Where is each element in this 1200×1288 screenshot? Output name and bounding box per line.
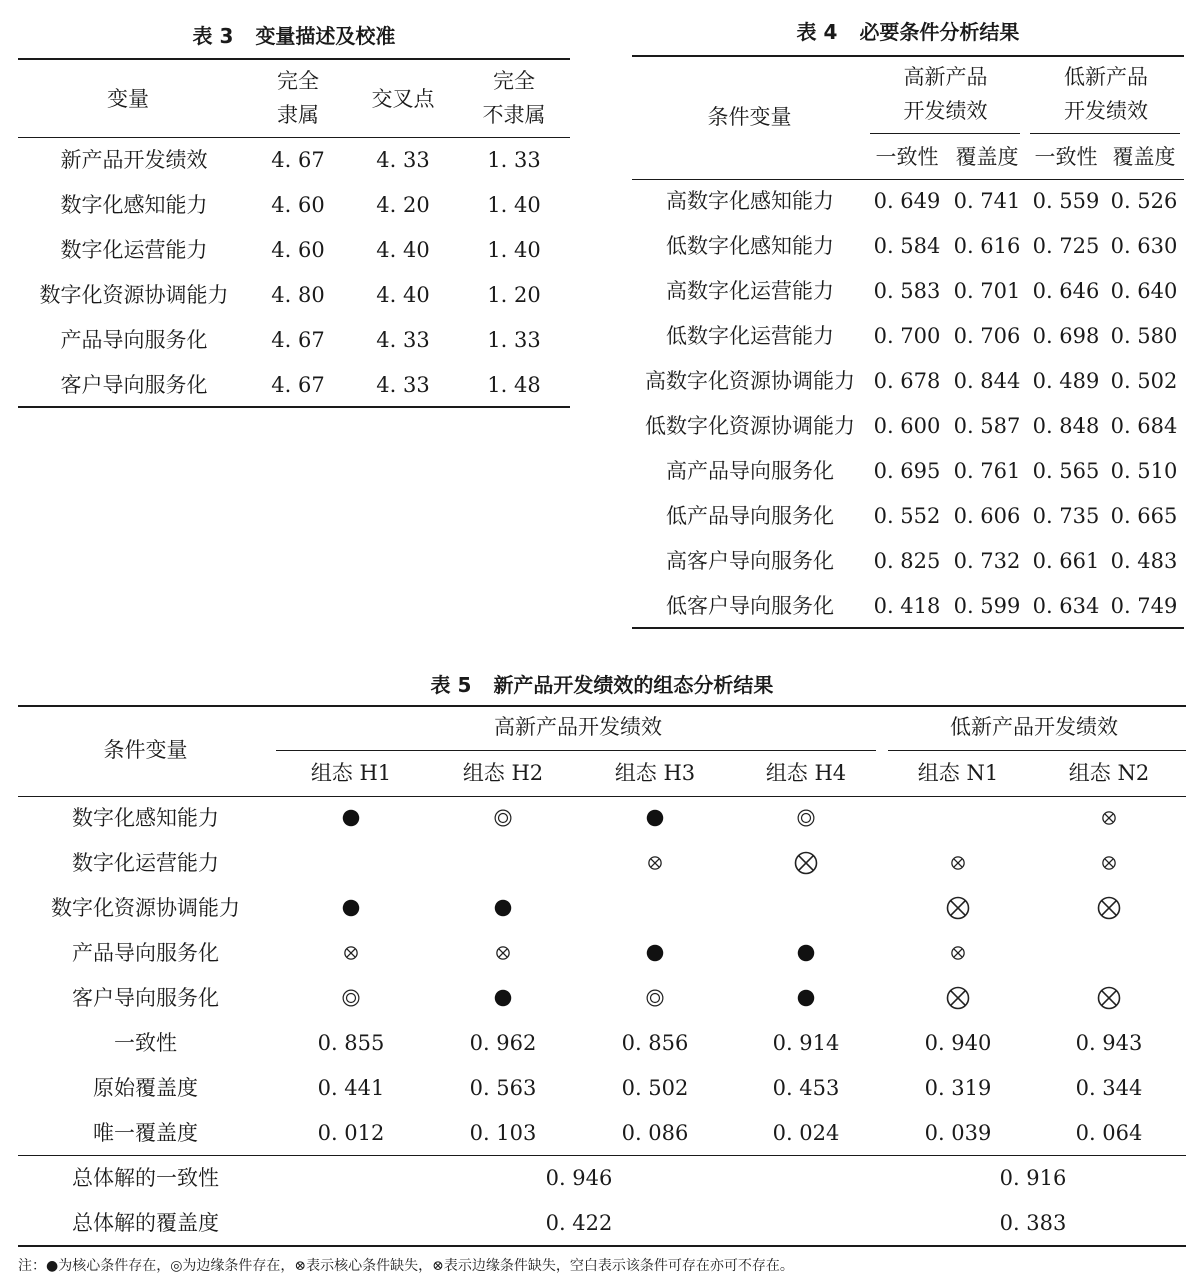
table3-cell-name: 产品导向服务化	[60, 328, 208, 352]
table4-cell-low-consistency: 0. 661	[1032, 549, 1100, 573]
peripheral-absent-icon	[331, 946, 371, 960]
table4-header-coverage-low: 覆盖度	[1112, 145, 1176, 169]
table5-cell-condition: 客户导向服务化	[72, 986, 219, 1010]
table3-caption	[18, 20, 570, 49]
table3-header-full-1: 完全	[277, 69, 319, 93]
table4-cell-high-consistency: 0. 552	[873, 504, 941, 528]
table4-cell-condition: 低数字化感知能力	[666, 234, 834, 258]
table3-header-full-membership	[248, 64, 348, 132]
table4-cell-high-coverage: 0. 599	[953, 594, 1021, 618]
core-absent-icon	[938, 896, 978, 920]
table4-cell-low-coverage: 0. 630	[1110, 234, 1178, 258]
peripheral-absent-icon	[1089, 811, 1129, 825]
table5-header-config: 组态 H3	[614, 761, 696, 785]
table4-cell-high-coverage: 0. 616	[953, 234, 1021, 258]
core-absent-icon	[938, 986, 978, 1010]
table4-cell-high-consistency: 0. 584	[873, 234, 941, 258]
table4-cell-condition: 低客户导向服务化	[666, 594, 834, 618]
table4-group-rule-low	[1030, 133, 1180, 134]
table4-header-high	[868, 60, 1023, 128]
table4-header-low	[1028, 60, 1184, 128]
table4-cell-high-consistency: 0. 418	[873, 594, 941, 618]
table4-cell-high-consistency: 0. 700	[873, 324, 941, 348]
table3-number: 表 3	[192, 24, 234, 48]
table5-cell-solution-low: 0. 383	[999, 1211, 1067, 1235]
core-present-icon	[786, 944, 826, 962]
table5-cell-solution-high: 0. 422	[545, 1211, 613, 1235]
peripheral-present-icon	[635, 989, 675, 1007]
table4-header-rule	[632, 179, 1184, 180]
core-present-icon	[331, 899, 371, 917]
table3-cell-non: 1. 48	[487, 373, 541, 397]
table5-cell-value: 0. 024	[772, 1121, 840, 1145]
table5-solution-rule	[18, 1155, 1186, 1156]
table3-title: 变量描述及校准	[255, 24, 396, 48]
table4-cell-low-consistency: 0. 646	[1032, 279, 1100, 303]
table3-cell-cross: 4. 33	[376, 148, 430, 172]
table5-cell-value: 0. 064	[1075, 1121, 1143, 1145]
table3-cell-non: 1. 33	[487, 148, 541, 172]
peripheral-absent-icon	[483, 946, 523, 960]
table3-header-full-2: 隶属	[277, 103, 319, 127]
table3-cell-full: 4. 67	[271, 148, 325, 172]
table5-top-rule	[18, 705, 1186, 707]
table5-cell-solution: 总体解的覆盖度	[72, 1211, 219, 1235]
table4-cell-high-consistency: 0. 600	[873, 414, 941, 438]
core-absent-icon	[1089, 896, 1129, 920]
table5-header-high: 高新产品开发绩效	[494, 715, 662, 739]
table5-cell-condition: 数字化资源协调能力	[51, 896, 240, 920]
table4-cell-condition: 高数字化资源协调能力	[645, 369, 855, 393]
core-present-icon	[635, 809, 675, 827]
table4-cell-high-coverage: 0. 606	[953, 504, 1021, 528]
table4-cell-high-consistency: 0. 583	[873, 279, 941, 303]
table4-cell-low-consistency: 0. 634	[1032, 594, 1100, 618]
table3-header-non-1: 完全	[493, 69, 535, 93]
table5-cell-value: 0. 856	[621, 1031, 689, 1055]
table4-cell-low-consistency: 0. 848	[1032, 414, 1100, 438]
table3-header-full-non-membership	[458, 64, 570, 132]
table3-cell-non: 1. 40	[487, 238, 541, 262]
table4-cell-high-coverage: 0. 761	[953, 459, 1021, 483]
table5-cell-value: 0. 441	[317, 1076, 385, 1100]
table5-header-low: 低新产品开发绩效	[950, 715, 1118, 739]
table5-cell-value: 0. 502	[621, 1076, 689, 1100]
table4-cell-low-coverage: 0. 749	[1110, 594, 1178, 618]
table4-cell-low-coverage: 0. 483	[1110, 549, 1178, 573]
table5-cell-value: 0. 103	[469, 1121, 537, 1145]
table4-cell-high-consistency: 0. 695	[873, 459, 941, 483]
table5-note: 注：●为核心条件存在，◎为边缘条件存在，⊗表示核心条件缺失，⊗表示边缘条件缺失，空白表示该条件可存在亦可不存在。	[18, 1258, 794, 1274]
table4-cell-low-coverage: 0. 665	[1110, 504, 1178, 528]
table5-cell-condition: 数字化运营能力	[72, 851, 219, 875]
core-present-icon	[483, 989, 523, 1007]
table5-bottom-rule	[18, 1245, 1186, 1247]
table3-cell-name: 数字化感知能力	[60, 193, 208, 217]
table4-cell-low-coverage: 0. 684	[1110, 414, 1178, 438]
peripheral-absent-icon	[1089, 856, 1129, 870]
peripheral-absent-icon	[938, 856, 978, 870]
table3-cell-name: 数字化资源协调能力	[39, 283, 229, 307]
core-absent-icon	[1089, 986, 1129, 1010]
table3-cell-cross: 4. 40	[376, 283, 430, 307]
peripheral-absent-icon	[938, 946, 978, 960]
table5-cell-solution-low: 0. 916	[999, 1166, 1067, 1190]
table3-cell-full: 4. 67	[271, 373, 325, 397]
table4-header-high-2: 开发绩效	[903, 99, 988, 123]
table3-cell-full: 4. 60	[271, 193, 325, 217]
table4-cell-low-consistency: 0. 559	[1032, 189, 1100, 213]
table3-cell-name: 数字化运营能力	[60, 238, 208, 262]
table4-group-rule-high	[870, 133, 1020, 134]
table4-cell-condition: 高数字化感知能力	[666, 189, 834, 213]
table5-header-config: 组态 H2	[462, 761, 544, 785]
table4-bottom-rule	[632, 627, 1184, 629]
table3-cell-name: 新产品开发绩效	[60, 148, 208, 172]
table5-cell-solution: 总体解的一致性	[72, 1166, 219, 1190]
table4-cell-high-coverage: 0. 706	[953, 324, 1021, 348]
table4-cell-high-consistency: 0. 649	[873, 189, 941, 213]
table4-cell-high-consistency: 0. 825	[873, 549, 941, 573]
table3-bottom-rule	[18, 406, 570, 408]
table4-cell-high-consistency: 0. 678	[873, 369, 941, 393]
table5-cell-condition: 产品导向服务化	[72, 941, 219, 965]
table4-cell-low-coverage: 0. 510	[1110, 459, 1178, 483]
table3-cell-cross: 4. 33	[376, 328, 430, 352]
table5-cell-value: 0. 563	[469, 1076, 537, 1100]
table4-cell-high-coverage: 0. 587	[953, 414, 1021, 438]
table4-cell-low-consistency: 0. 489	[1032, 369, 1100, 393]
table5-cell-condition: 数字化感知能力	[72, 806, 219, 830]
table4-cell-low-coverage: 0. 580	[1110, 324, 1178, 348]
table4-cell-low-consistency: 0. 698	[1032, 324, 1100, 348]
table5-header-config: 组态 H4	[765, 761, 847, 785]
table5-group-rule-high	[276, 750, 876, 751]
table4-header-low-1: 低新产品	[1064, 65, 1148, 89]
table5-cell-value: 0. 086	[621, 1121, 689, 1145]
table3-header-crossover: 交叉点	[371, 87, 435, 111]
table5-cell-metric: 唯一覆盖度	[93, 1121, 198, 1145]
table4-header-high-1: 高新产品	[903, 65, 988, 89]
table4-cell-low-consistency: 0. 565	[1032, 459, 1100, 483]
table4-cell-low-coverage: 0. 526	[1110, 189, 1178, 213]
table4-cell-low-coverage: 0. 640	[1110, 279, 1178, 303]
table5-header-condition: 条件变量	[103, 738, 188, 762]
table5-cell-metric: 一致性	[114, 1031, 177, 1055]
table4-cell-condition: 低数字化资源协调能力	[645, 414, 855, 438]
table4-cell-condition: 高客户导向服务化	[666, 549, 834, 573]
table4-header-condition: 条件变量	[707, 105, 792, 129]
table4-header-coverage-high: 覆盖度	[955, 145, 1019, 169]
core-present-icon	[786, 989, 826, 1007]
table3-cell-full: 4. 80	[271, 283, 325, 307]
table4-cell-condition: 高数字化运营能力	[666, 279, 834, 303]
table5-cell-value: 0. 914	[772, 1031, 840, 1055]
table4-number: 表 4	[796, 20, 838, 44]
core-present-icon	[483, 899, 523, 917]
table3-cell-full: 4. 67	[271, 328, 325, 352]
core-present-icon	[635, 944, 675, 962]
table5-group-rule-low	[888, 750, 1186, 751]
table4-header-low-2: 开发绩效	[1064, 99, 1148, 123]
table3-header-variable: 变量	[107, 87, 149, 111]
table4-header-consistency-low: 一致性	[1034, 145, 1098, 169]
table3-cell-cross: 4. 40	[376, 238, 430, 262]
table3-header-non-2: 不隶属	[482, 103, 546, 127]
table3-cell-non: 1. 40	[487, 193, 541, 217]
table5-header-config: 组态 H1	[310, 761, 392, 785]
table4-cell-high-coverage: 0. 732	[953, 549, 1021, 573]
table5-cell-value: 0. 012	[317, 1121, 385, 1145]
table4-cell-high-coverage: 0. 844	[953, 369, 1021, 393]
table4-cell-low-coverage: 0. 502	[1110, 369, 1178, 393]
table3-cell-name: 客户导向服务化	[60, 373, 208, 397]
table3-header-rule	[18, 137, 570, 138]
table5-cell-value: 0. 855	[317, 1031, 385, 1055]
table4-caption	[632, 16, 1184, 45]
table3-cell-cross: 4. 20	[376, 193, 430, 217]
table5-cell-metric: 原始覆盖度	[93, 1076, 198, 1100]
table5-header-config: 组态 N1	[917, 761, 999, 785]
peripheral-present-icon	[331, 989, 371, 1007]
table4-cell-condition: 低数字化运营能力	[666, 324, 834, 348]
table5-header-rule	[18, 796, 1186, 797]
core-present-icon	[331, 809, 371, 827]
table3-cell-non: 1. 20	[487, 283, 541, 307]
table5-cell-value: 0. 039	[924, 1121, 992, 1145]
table5-cell-value: 0. 453	[772, 1076, 840, 1100]
core-absent-icon	[786, 851, 826, 875]
table5-cell-value: 0. 943	[1075, 1031, 1143, 1055]
table4-top-rule	[632, 55, 1184, 57]
table4-cell-condition: 低产品导向服务化	[666, 504, 834, 528]
table5-cell-value: 0. 344	[1075, 1076, 1143, 1100]
table3-top-rule	[18, 58, 570, 60]
peripheral-present-icon	[786, 809, 826, 827]
table4-title: 必要条件分析结果	[859, 20, 1020, 44]
table4-cell-high-coverage: 0. 741	[953, 189, 1021, 213]
table4-cell-condition: 高产品导向服务化	[666, 459, 834, 483]
table4-cell-high-coverage: 0. 701	[953, 279, 1021, 303]
table5-cell-value: 0. 962	[469, 1031, 537, 1055]
table3-cell-non: 1. 33	[487, 328, 541, 352]
table3-cell-cross: 4. 33	[376, 373, 430, 397]
table5-header-config: 组态 N2	[1068, 761, 1150, 785]
table5-cell-value: 0. 940	[924, 1031, 992, 1055]
table4-cell-low-consistency: 0. 725	[1032, 234, 1100, 258]
table4-cell-low-consistency: 0. 735	[1032, 504, 1100, 528]
peripheral-present-icon	[483, 809, 523, 827]
table5-cell-value: 0. 319	[924, 1076, 992, 1100]
table5-number: 表 5	[430, 673, 472, 697]
table3-cell-full: 4. 60	[271, 238, 325, 262]
table5-caption	[18, 669, 1186, 698]
table4-header-consistency-high: 一致性	[875, 145, 939, 169]
table5-cell-solution-high: 0. 946	[545, 1166, 613, 1190]
table5-title: 新产品开发绩效的组态分析结果	[493, 673, 774, 697]
peripheral-absent-icon	[635, 856, 675, 870]
